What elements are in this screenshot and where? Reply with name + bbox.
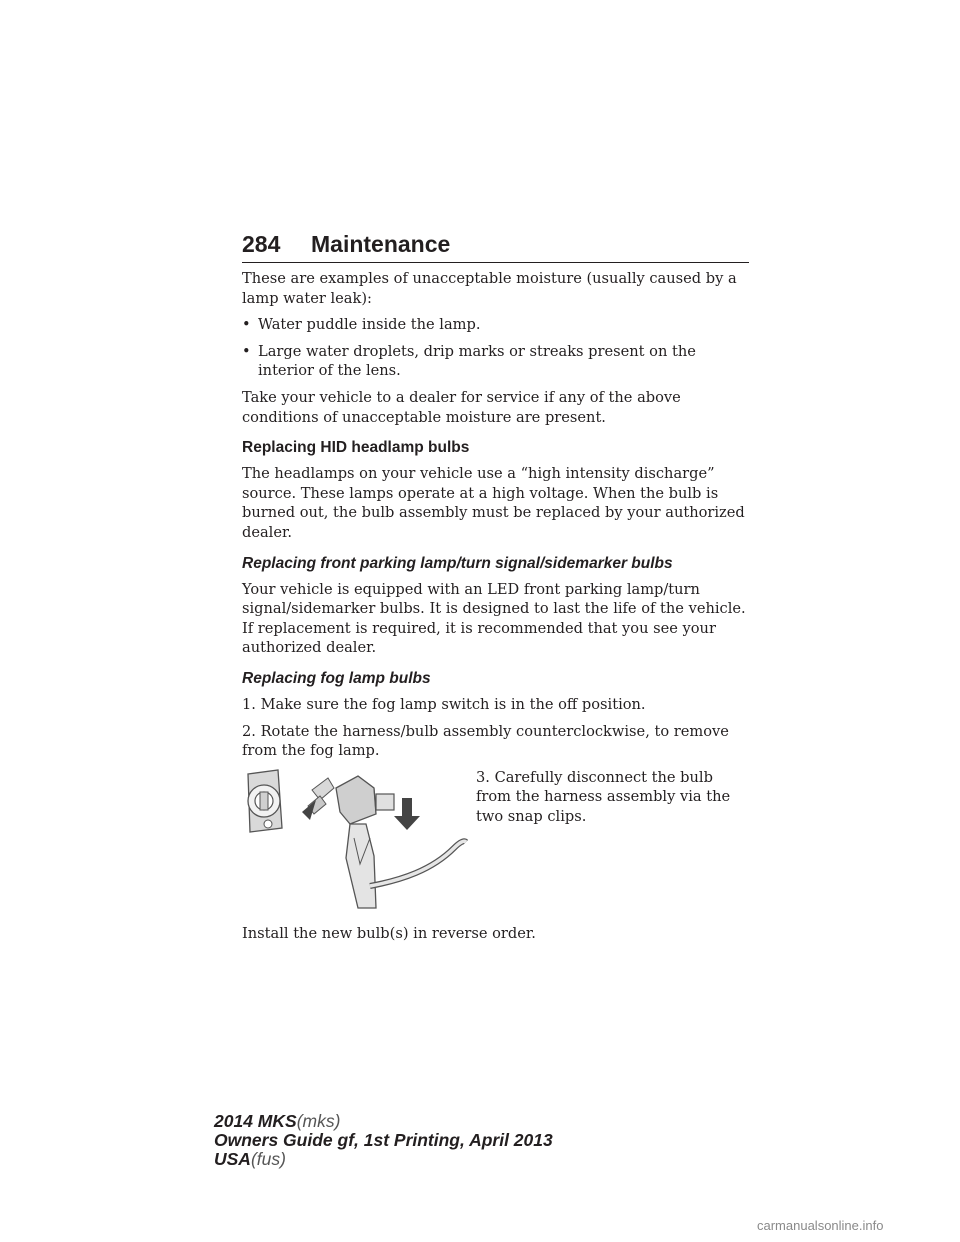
footer-model: 2014 MKS: [214, 1111, 297, 1131]
bullet-item: [242, 342, 754, 381]
fog-step-3-row: [242, 768, 754, 910]
hid-heading: Replacing HID headlamp bulbs: [242, 439, 470, 457]
fog-step-3: 3. Carefully disconnect the bulb from the harness assembly via the two snap clips.: [476, 768, 731, 825]
footer-line-market: [214, 1150, 553, 1169]
header-rule: [242, 262, 749, 263]
footer-line-model: [214, 1112, 553, 1131]
bullet-text: Water puddle inside the lamp.: [258, 316, 481, 334]
hid-text: The headlamps on your vehicle use a “high intensity discharge” source. These lamps operate at a high voltage. When the bulb is burned out, the bulb assembly must be replaced by your authorized dealer.: [242, 465, 745, 541]
parking-heading: Replacing front parking lamp/turn signal/sidemarker bulbs: [242, 554, 673, 572]
bullet-text: Large water droplets, drip marks or streaks present on the interior of the lens.: [258, 342, 696, 380]
bullet-dot-icon: •: [242, 342, 251, 360]
footer-guide: Owners Guide gf, 1st Printing, April 2013: [214, 1130, 553, 1150]
bullet-item: [242, 315, 754, 335]
parking-text: Your vehicle is equipped with an LED front parking lamp/turn signal/sidemarker bulbs. It is designed to last the life of the vehicle. If replacement is required, it is recommended that you see your authorized dealer.: [242, 580, 746, 657]
footer-market: USA: [214, 1149, 251, 1169]
footer-model-code: (mks): [296, 1111, 341, 1131]
moisture-intro: These are examples of unacceptable moisture (usually caused by a lamp water leak):: [242, 270, 737, 307]
fog-step-2: 2. Rotate the harness/bulb assembly counterclockwise, to remove from the fog lamp.: [242, 722, 729, 760]
footer-market-code: (fus): [250, 1149, 286, 1169]
watermark: carmanualsonline.info: [757, 1218, 884, 1233]
fog-bulb-illustration: [242, 768, 468, 910]
section-title: Maintenance: [311, 231, 451, 257]
fog-install-note: Install the new bulb(s) in reverse order.: [242, 924, 536, 942]
dealer-note: Take your vehicle to a dealer for service if any of the above conditions of unacceptable moisture are present.: [242, 388, 681, 426]
fog-heading: Replacing fog lamp bulbs: [242, 669, 431, 687]
bullet-dot-icon: •: [242, 316, 251, 334]
page-content: [242, 269, 754, 950]
document-footer: [214, 1112, 553, 1169]
fog-step-1: 1. Make sure the fog lamp switch is in the off position.: [242, 695, 646, 713]
footer-line-guide: [214, 1131, 553, 1150]
page-number: 284: [242, 231, 281, 257]
